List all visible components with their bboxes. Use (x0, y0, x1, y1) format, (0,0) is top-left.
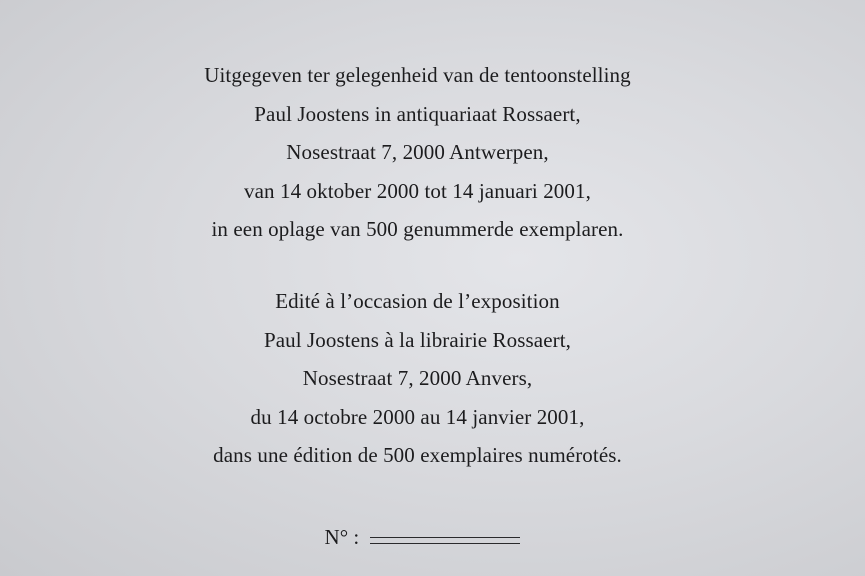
french-line-5: dans une édition de 500 exemplaires numérotés. (213, 443, 622, 467)
dutch-colophon (0, 56, 835, 249)
copy-number-row (0, 520, 845, 552)
dutch-line-1: Uitgegeven ter gelegenheid van de tentoonstelling (204, 63, 631, 87)
french-line-3: Nosestraat 7, 2000 Anvers, (302, 366, 533, 390)
french-colophon (0, 282, 835, 475)
dutch-line-3: Nosestraat 7, 2000 Antwerpen, (286, 140, 549, 164)
dutch-line-5: in een oplage van 500 genummerde exemplaren. (211, 217, 624, 241)
french-line-4: du 14 octobre 2000 au 14 janvier 2001, (250, 404, 585, 429)
french-line-2: Paul Joostens à la librairie Rossaert, (263, 327, 572, 352)
dutch-line-4: van 14 oktober 2000 tot 14 januari 2001, (244, 178, 591, 203)
copy-number-label: N° : (324, 525, 360, 550)
copy-number-field (370, 537, 520, 544)
dutch-line-2: Paul Joostens in antiquariaat Rossaert, (254, 101, 581, 126)
french-line-1: Edité à l’occasion de l’exposition (275, 289, 560, 313)
